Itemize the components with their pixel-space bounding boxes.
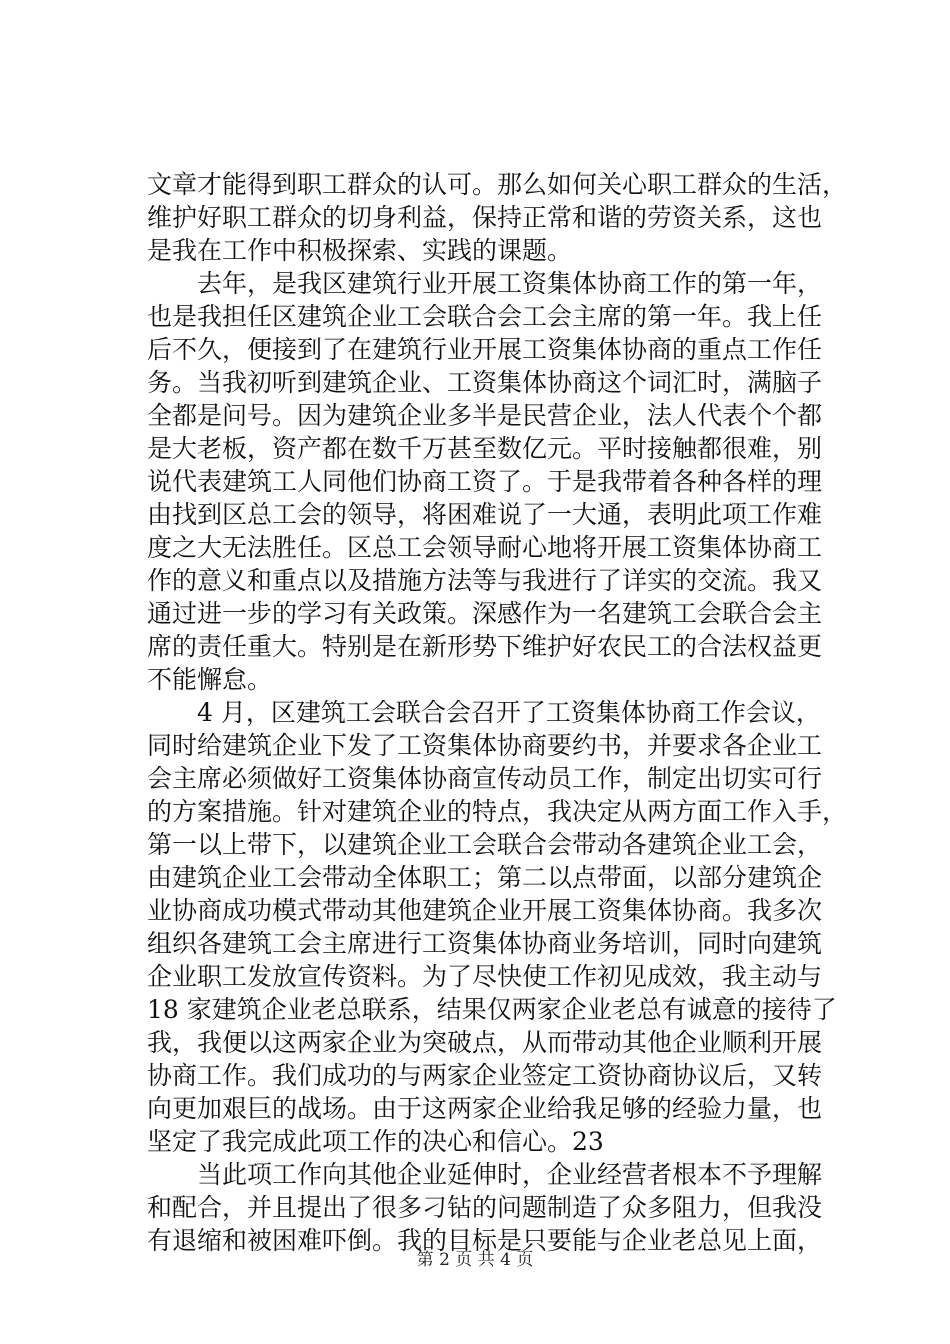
text-line: 我，我便以这两家企业为突破点，从而带动其他企业顺利开展 [147, 1028, 823, 1057]
body-text [147, 168, 848, 1257]
text-line: 有退缩和被困难吓倒。我的目标是只要能与企业老总见上面， [147, 1226, 823, 1255]
text-line: 也是我担任区建筑企业工会联合会工会主席的第一年。我上任 [147, 302, 823, 331]
text-line: 文章才能得到职工群众的认可。那么如何关心职工群众的生活， [147, 170, 848, 199]
text-line: 由找到区总工会的领导，将困难说了一大通，表明此项工作难 [147, 500, 823, 529]
text-line: 组织各建筑工会主席进行工资集体协商业务培训，同时向建筑 [147, 929, 823, 958]
paragraph-start-line: 4 月，区建筑工会联合会召开了工资集体协商工作会议， [197, 698, 821, 727]
text-line: 同时给建筑企业下发了工资集体协商要约书，并要求各企业工 [147, 731, 823, 760]
page-number-footer: 第 2 页 共 4 页 [416, 1250, 534, 1270]
text-line: 企业职工发放宣传资料。为了尽快使工作初见成效，我主动与 [147, 962, 823, 991]
text-line: 后不久，便接到了在建筑行业开展工资集体协商的重点工作任 [147, 335, 823, 364]
text-line: 18 家建筑企业老总联系，结果仅两家企业老总有诚意的接待了 [147, 995, 837, 1024]
text-line: 会主席必须做好工资集体协商宣传动员工作，制定出切实可行 [147, 764, 823, 793]
text-line: 维护好职工群众的切身利益，保持正常和谐的劳资关系，这也 [147, 203, 823, 232]
text-line: 向更加艰巨的战场。由于这两家企业给我足够的经验力量，也 [147, 1094, 823, 1123]
text-line: 务。当我初听到建筑企业、工资集体协商这个词汇时，满脑子 [147, 368, 823, 397]
text-line: 坚定了我完成此项工作的决心和信心。23 [147, 1127, 604, 1156]
text-line: 通过进一步的学习有关政策。深感作为一名建筑工会联合会主 [147, 599, 823, 628]
text-line: 由建筑企业工会带动全体职工；第二以点带面，以部分建筑企 [147, 863, 823, 892]
text-line: 是我在工作中积极探索、实践的课题。 [147, 236, 573, 265]
text-line: 说代表建筑工人同他们协商工资了。于是我带着各种各样的理 [147, 467, 823, 496]
text-line: 和配合，并且提出了很多刁钻的问题制造了众多阻力，但我没 [147, 1193, 823, 1222]
text-line: 业协商成功模式带动其他建筑企业开展工资集体协商。我多次 [147, 896, 823, 925]
text-line: 第一以上带下，以建筑企业工会联合会带动各建筑企业工会， [147, 830, 823, 859]
text-line: 作的意义和重点以及措施方法等与我进行了详实的交流。我又 [147, 566, 823, 595]
text-line: 协商工作。我们成功的与两家企业签定工资协商协议后，又转 [147, 1061, 823, 1090]
text-line: 是大老板，资产都在数千万甚至数亿元。平时接触都很难，别 [147, 434, 823, 463]
text-line: 全都是问号。因为建筑企业多半是民营企业，法人代表个个都 [147, 401, 823, 430]
text-line: 不能懈怠。 [147, 665, 273, 694]
text-line: 的方案措施。针对建筑企业的特点，我决定从两方面工作入手， [147, 797, 848, 826]
paragraph-start-line: 当此项工作向其他企业延伸时，企业经营者根本不予理解 [197, 1160, 823, 1189]
text-line: 度之大无法胜任。区总工会领导耐心地将开展工资集体协商工 [147, 533, 823, 562]
paragraph-start-line: 去年，是我区建筑行业开展工资集体协商工作的第一年， [197, 269, 823, 298]
text-line: 席的责任重大。特别是在新形势下维护好农民工的合法权益更 [147, 632, 823, 661]
